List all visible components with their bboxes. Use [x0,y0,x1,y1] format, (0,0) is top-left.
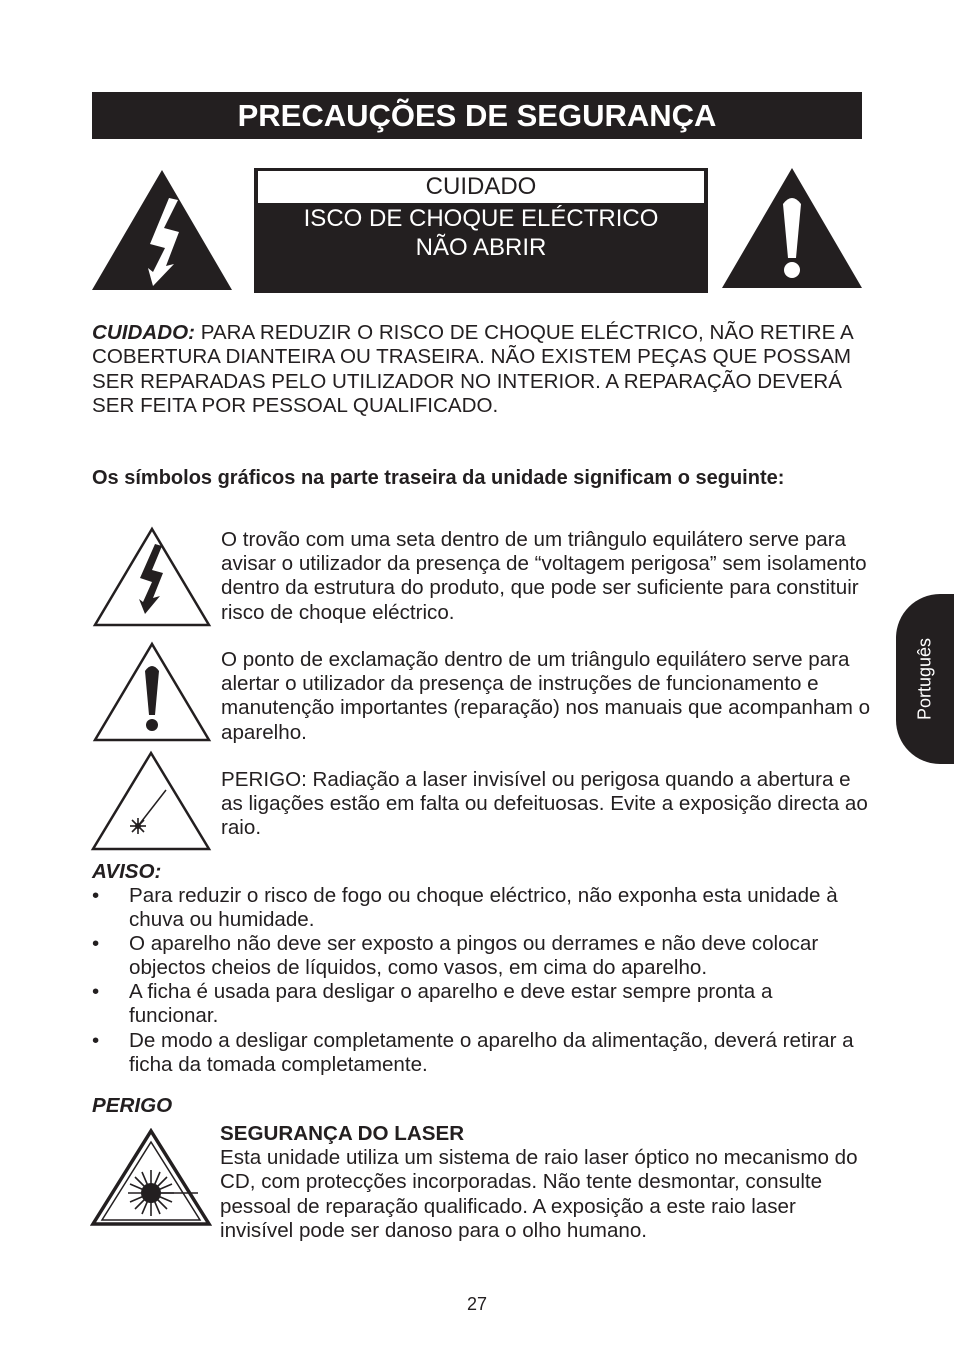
exclamation-triangle-icon [720,166,864,290]
lightning-triangle-outline-icon [92,526,212,628]
warning-label-line2: NÃO ABRIR [415,234,547,261]
caution-paragraph [92,321,872,418]
symbol-lightning-text: O trovão com uma seta dentro de um triângulo equilátero serve para avisar o utilizador da presença de “voltagem perigosa” sem isolamento dentro da estrutura do produto, que pode ser suficiente para constituir risco de choque eléctrico. [221,528,867,624]
aviso-list [92,884,862,1077]
symbol-laser-text: PERIGO: Radiação a laser invisível ou perigosa quando a abertura e as ligações estão em falta ou defeituosas. Evite a exposição directa ao raio. [221,768,868,840]
list-item: • O aparelho não deve ser exposto a pingos ou derrames e não deve colocar objectos cheios de líquidos, como vasos, em cima do aparelho. [92,932,819,980]
laser-safety-title: SEGURANÇA DO LASER [220,1122,465,1145]
language-tab-label: Português [914,637,935,721]
page-title: PRECAUÇÕES DE SEGURANÇA [237,97,717,133]
symbols-heading: Os símbolos gráficos na parte traseira da unidade significam o seguinte: [92,467,785,489]
symbol-exclamation-text: O ponto de exclamação dentro de um triângulo equilátero serve para alertar o utilizador da presença de instruções de funcionamento e manutenção importantes (reparação) nos manuais que acompanham o aparelho. [221,648,871,744]
laser-safety-block [220,1122,860,1243]
lightning-triangle-icon [90,168,234,292]
page-number: 27 [466,1294,488,1314]
list-item: • Para reduzir o risco de fogo ou choque eléctrico, não exponha esta unidade à chuva ou humidade. [92,884,838,932]
laser-starburst-triangle-icon [90,1128,212,1228]
laser-radiation-triangle-icon [90,750,212,852]
warning-label-top: CUIDADO [258,171,704,203]
page-title-bar [92,92,862,139]
warning-label [254,168,708,293]
caution-lead: CUIDADO: [92,321,195,344]
warning-label-line1: ISCO DE CHOQUE ELÉCTRICO [303,205,659,232]
list-item: • A ficha é usada para desligar o aparelho e deve estar sempre pronta a funcionar. [92,980,773,1028]
laser-safety-text: Esta unidade utiliza um sistema de raio laser óptico no mecanismo do CD, com protecções incorporadas. Não tente desmontar, consulte pessoal de reparação qualificado. A exposição a este raio laser invisível pode ser danoso para o olho humano. [220,1146,858,1242]
caution-text: PARA REDUZIR O RISCO DE CHOQUE ELÉCTRICO, NÃO RETIRE A COBERTURA DIANTEIRA OU TRASEIRA. NÃO EXISTEM PEÇAS QUE POSSAM SER REPARADAS PELO UTILIZADOR NO INTERIOR. A REPARAÇÃO DEVERÁ SER FEITA POR PESSOAL QUALIFICADO. [92,321,853,417]
exclamation-triangle-outline-icon [92,641,212,743]
language-tab [896,594,954,764]
perigo-heading: PERIGO [92,1094,173,1117]
aviso-heading: AVISO: [92,860,162,883]
list-item: • De modo a desligar completamente o aparelho da alimentação, deverá retirar a ficha da tomada completamente. [92,1028,854,1076]
